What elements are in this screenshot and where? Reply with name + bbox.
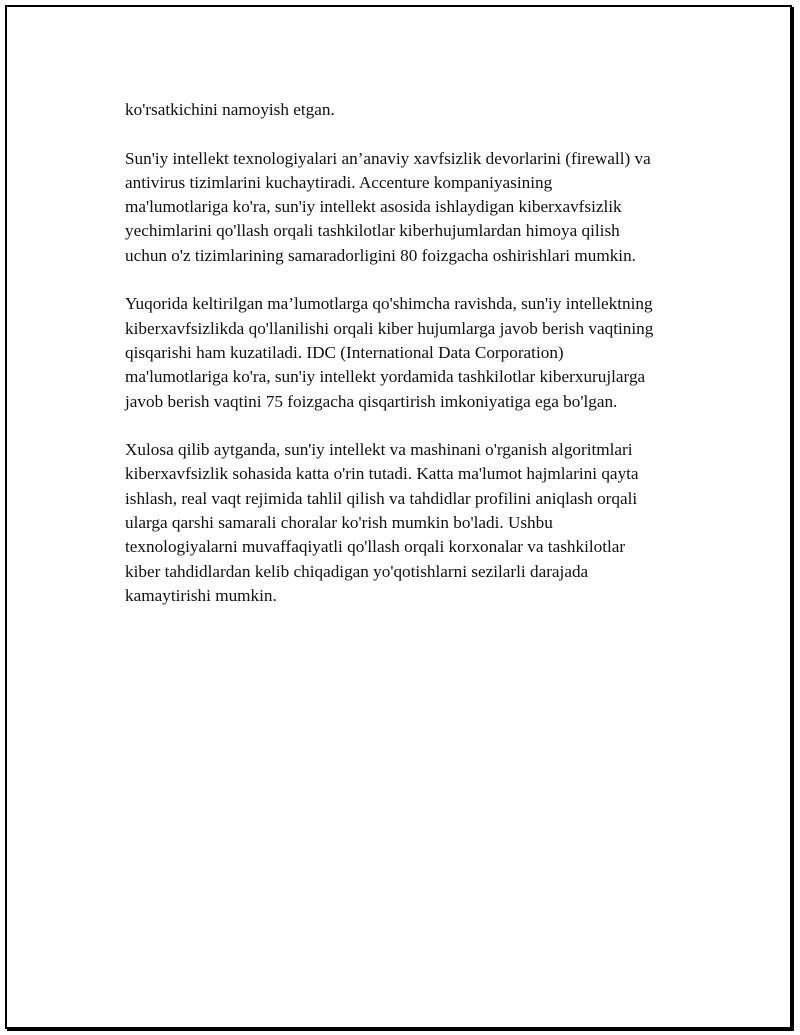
text-line: ishlash, real vaqt rejimida tahlil qilish va tahdidlar profilini aniqlash orqali [125, 488, 638, 508]
text-line: ularga qarshi samarali choralar ko'rish mumkin bo'ladi. Ushbu [125, 513, 553, 533]
text-line: ko'rsatkichini namoyish etgan. [125, 100, 335, 119]
paragraph-response-time [125, 292, 705, 413]
text-line: Xulosa qilib aytganda, sun'iy intellekt va mashinani o'rganish algoritmlari [125, 440, 633, 460]
text-line: qisqarishi ham kuzatiladi. IDC (International Data Corporation) [125, 342, 564, 362]
text-line: antivirus tizimlarini kuchaytiradi. Accenture kompaniyasining [125, 172, 553, 192]
document-body [125, 98, 705, 633]
text-line: uchun o'z tizimlarining samaradorligini 80 foizgacha oshirishlari mumkin. [125, 245, 636, 265]
text-line: ma'lumotlariga ko'ra, sun'iy intellekt yordamida tashkilotlar kiberxurujlarga [125, 367, 646, 387]
paragraph-conclusion [125, 438, 705, 608]
text-line: Yuqorida keltirilgan ma’lumotlarga qo'shimcha ravishda, sun'iy intellektning [125, 294, 653, 314]
text-line: texnologiyalarni muvaffaqiyatli qo'llash orqali korxonalar va tashkilotlar [125, 537, 626, 557]
text-line: kiber tahdidlardan kelib chiqadigan yo'qotishlarni sezilarli darajada [125, 561, 589, 581]
text-line: kamaytirishi mumkin. [125, 585, 277, 605]
text-line: Sun'iy intellekt texnologiyalari an’anaviy xavfsizlik devorlarini (firewall) va [125, 148, 651, 168]
text-line: kiberxavfsizlik sohasida katta o'rin tutadi. Katta ma'lumot hajmlarini qayta [125, 464, 639, 484]
text-line: javob berish vaqtini 75 foizgacha qisqartirish imkoniyatiga ega bo'lgan. [125, 391, 618, 411]
paragraph-intro-continuation [125, 98, 705, 122]
text-line: yechimlarini qo'llash orqali tashkilotlar kiberhujumlardan himoya qilish [125, 221, 620, 241]
text-line: kiberxavfsizlikda qo'llanilishi orqali kiber hujumlarga javob berish vaqtining [125, 318, 654, 338]
paragraph-firewall-antivirus [125, 147, 705, 268]
text-line: ma'lumotlariga ko'ra, sun'iy intellekt asosida ishlaydigan kiberxavfsizlik [125, 197, 622, 217]
page-frame [5, 5, 792, 1029]
